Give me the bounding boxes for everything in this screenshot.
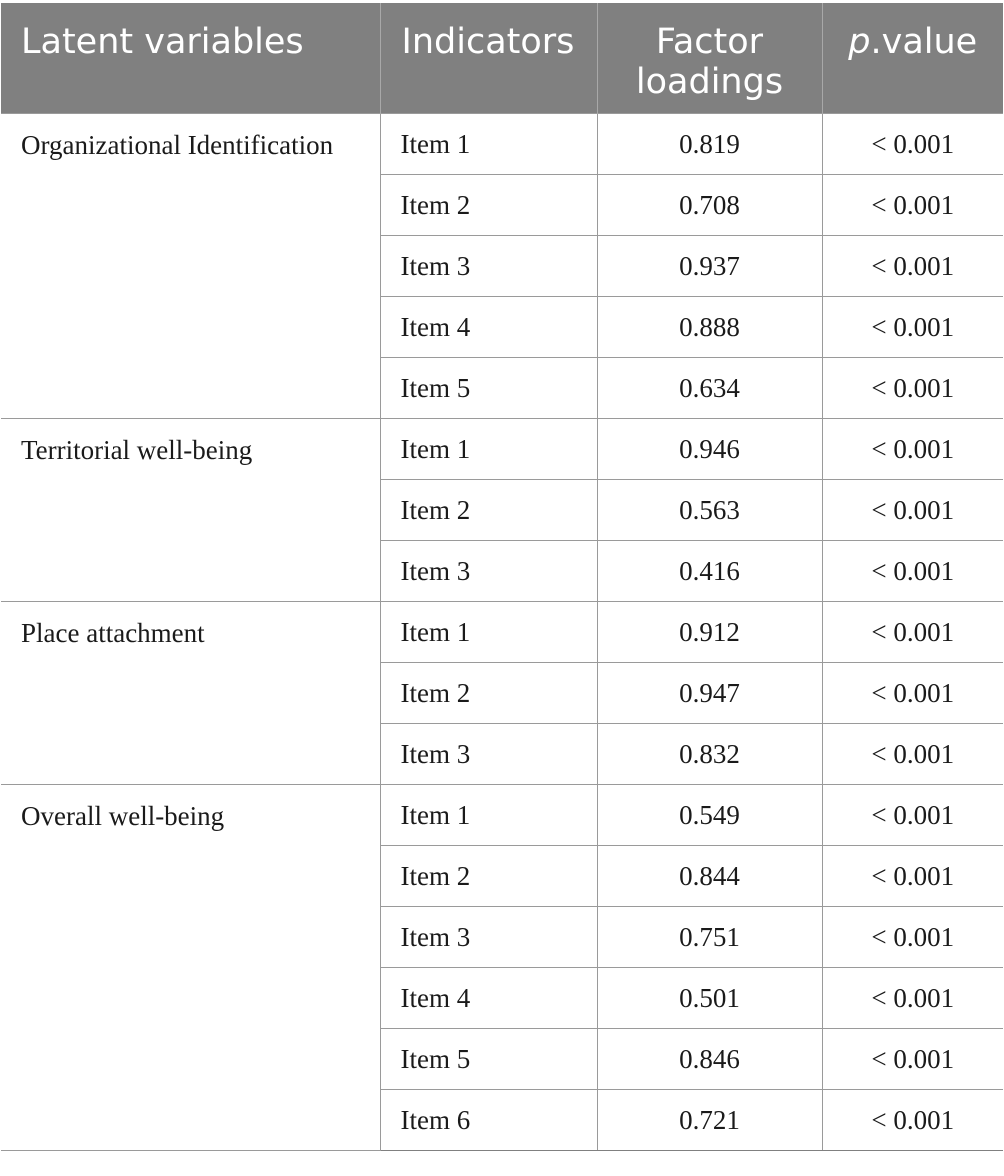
p-value-cell: < 0.001: [822, 1029, 1003, 1090]
p-value-cell: < 0.001: [822, 297, 1003, 358]
factor-loading-cell: 0.947: [597, 663, 822, 724]
header-latent-label: Latent variables: [21, 22, 304, 62]
indicator-cell: Item 2: [380, 480, 597, 541]
p-value-cell: < 0.001: [822, 419, 1003, 480]
table-body: [1, 114, 1003, 1151]
factor-loading-cell: 0.844: [597, 846, 822, 907]
factor-loading-cell: 0.819: [597, 114, 822, 175]
indicator-cell: Item 3: [380, 724, 597, 785]
header-latent-variables: [1, 3, 380, 114]
latent-variable-cell: Place attachment: [1, 602, 380, 785]
factor-loading-cell: 0.634: [597, 358, 822, 419]
table-row: [1, 114, 1003, 175]
latent-variable-cell: Territorial well-being: [1, 419, 380, 602]
table-row: [1, 785, 1003, 846]
indicator-cell: Item 6: [380, 1090, 597, 1151]
indicator-cell: Item 3: [380, 236, 597, 297]
header-factor-line2: loadings: [635, 62, 784, 102]
factor-loadings-table: [1, 3, 1003, 1151]
indicator-cell: Item 2: [380, 663, 597, 724]
header-p-value: [822, 3, 1003, 114]
header-p-italic: p: [848, 22, 871, 62]
indicator-cell: Item 1: [380, 785, 597, 846]
header-factor-label: [598, 3, 822, 102]
indicator-cell: Item 4: [380, 968, 597, 1029]
p-value-cell: < 0.001: [822, 358, 1003, 419]
table-row: [1, 419, 1003, 480]
factor-loading-cell: 0.501: [597, 968, 822, 1029]
factor-loading-cell: 0.721: [597, 1090, 822, 1151]
p-value-cell: < 0.001: [822, 236, 1003, 297]
p-value-cell: < 0.001: [822, 846, 1003, 907]
factor-loading-cell: 0.416: [597, 541, 822, 602]
p-value-cell: < 0.001: [822, 724, 1003, 785]
indicator-cell: Item 5: [380, 1029, 597, 1090]
indicator-cell: Item 1: [380, 114, 597, 175]
p-value-cell: < 0.001: [822, 663, 1003, 724]
indicator-cell: Item 2: [380, 175, 597, 236]
factor-loading-cell: 0.937: [597, 236, 822, 297]
factor-loading-cell: 0.549: [597, 785, 822, 846]
indicator-cell: Item 3: [380, 907, 597, 968]
indicator-cell: Item 4: [380, 297, 597, 358]
factor-loading-cell: 0.563: [597, 480, 822, 541]
p-value-cell: < 0.001: [822, 602, 1003, 663]
header-indicators-label: Indicators: [401, 22, 575, 62]
indicator-cell: Item 2: [380, 846, 597, 907]
header-indicators: [380, 3, 597, 114]
factor-loading-cell: 0.832: [597, 724, 822, 785]
indicator-cell: Item 5: [380, 358, 597, 419]
factor-loading-cell: 0.751: [597, 907, 822, 968]
factor-loading-cell: 0.912: [597, 602, 822, 663]
table-header: [1, 3, 1003, 114]
header-p-label: [823, 3, 1004, 62]
p-value-cell: < 0.001: [822, 907, 1003, 968]
latent-variable-cell: Organizational Identification: [1, 114, 380, 419]
p-value-cell: < 0.001: [822, 968, 1003, 1029]
factor-loading-cell: 0.846: [597, 1029, 822, 1090]
p-value-cell: < 0.001: [822, 1090, 1003, 1151]
factor-loading-cell: 0.946: [597, 419, 822, 480]
p-value-cell: < 0.001: [822, 541, 1003, 602]
header-row: [1, 3, 1003, 114]
p-value-cell: < 0.001: [822, 785, 1003, 846]
p-value-cell: < 0.001: [822, 175, 1003, 236]
header-factor-loadings: [597, 3, 822, 114]
header-p-rest: .value: [870, 22, 978, 62]
latent-variable-cell: Overall well-being: [1, 785, 380, 1151]
table-row: [1, 602, 1003, 663]
factor-loading-cell: 0.888: [597, 297, 822, 358]
p-value-cell: < 0.001: [822, 114, 1003, 175]
factor-loading-cell: 0.708: [597, 175, 822, 236]
indicator-cell: Item 3: [380, 541, 597, 602]
p-value-cell: < 0.001: [822, 480, 1003, 541]
indicator-cell: Item 1: [380, 419, 597, 480]
header-factor-line1: Factor: [655, 22, 764, 62]
indicator-cell: Item 1: [380, 602, 597, 663]
